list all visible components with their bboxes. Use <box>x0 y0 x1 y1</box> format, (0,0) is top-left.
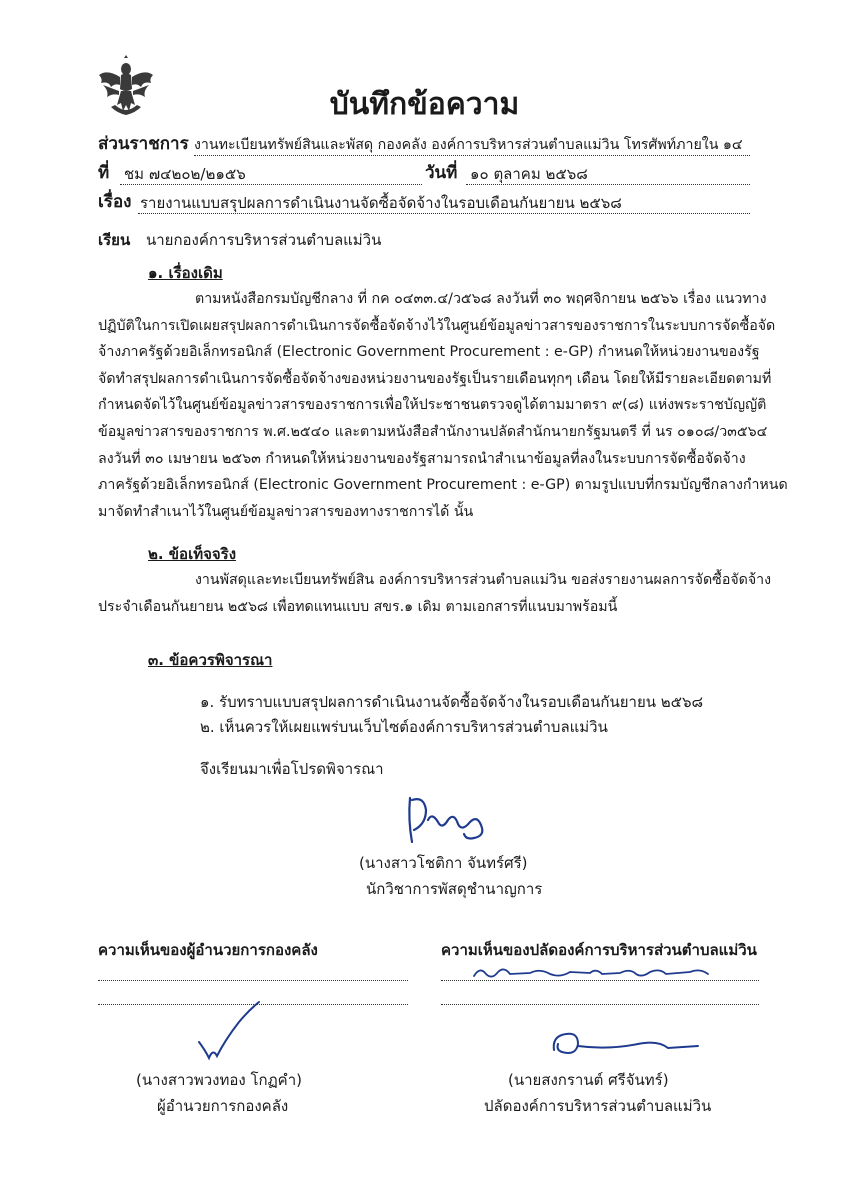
ref-dotted-line <box>120 184 422 185</box>
section2-line: งานพัสดุและทะเบียนทรัพย์สิน องค์การบริหารส่วนตำบลแม่วิน ขอส่งรายงานผลการจัดซื้อจัดจ้าง <box>195 572 772 588</box>
subject-label: เรื่อง <box>98 192 132 212</box>
agency-label: ส่วนราชการ <box>98 134 189 154</box>
right-signature <box>548 1020 708 1060</box>
section1-heading: ๑. เรื่องเดิม <box>148 264 223 282</box>
to-value: นายกองค์การบริหารส่วนตำบลแม่วิน <box>146 231 382 249</box>
section3-item: ๑. รับทราบแบบสรุปผลการดำเนินงานจัดซื้อจัดจ้างในรอบเดือนกันยายน ๒๕๖๘ <box>200 693 704 711</box>
section1-line: ข้อมูลข่าวสารของราชการ พ.ศ.๒๕๔๐ และตามหนังสือสำนักงานปลัดสำนักนายกรัฐมนตรี ที่ นร ๐๑๐๘/ว๓๕๖๔ <box>98 423 768 440</box>
left-opinion-heading: ความเห็นของผู้อำนวยการกองคลัง <box>98 941 318 959</box>
closing-text: จึงเรียนมาเพื่อโปรดพิจารณา <box>200 760 384 778</box>
ref-label: ที่ <box>98 163 110 183</box>
section1-line: จ้างภาครัฐด้วยอิเล็กทรอนิกส์ (Electronic Government Procurement : e-GP) กำหนดให้หน่วยงานของรัฐ <box>98 344 760 361</box>
right-signer-position: ปลัดองค์การบริหารส่วนตำบลแม่วิน <box>484 1097 712 1115</box>
signer-position: นักวิชาการพัสดุชำนาญการ <box>366 880 543 898</box>
section1-line: ภาครัฐด้วยอิเล็กทรอนิกส์ (Electronic Government Procurement : e-GP) ตามรูปแบบที่กรมบัญชีกลางกำหนด <box>98 477 788 494</box>
subject-dotted-line <box>138 213 750 214</box>
subject-value: รายงานแบบสรุปผลการดำเนินงานจัดซื้อจัดจ้างในรอบเดือนกันยายน ๒๕๖๘ <box>140 194 622 212</box>
ref-value: ชม ๗๔๒๐๒/๒๑๕๖ <box>124 165 246 183</box>
signer-signature <box>398 790 508 850</box>
date-label: วันที่ <box>425 163 458 183</box>
section1-line: ลงวันที่ ๓๐ เมษายน ๒๕๖๓ กำหนดให้หน่วยงานของรัฐสามารถนำสำเนาข้อมูลที่ลงในระบบการจัดซื้อจัดจ้าง <box>98 450 746 467</box>
date-value: ๑๐ ตุลาคม ๒๕๖๘ <box>470 165 588 183</box>
left-opinion-dotted-line <box>98 980 408 981</box>
section1-line: มาจัดทำสำเนาไว้ในศูนย์ข้อมูลข่าวสารของทางราชการได้ นั้น <box>98 503 474 520</box>
section1-line: ปฏิบัติในการเปิดเผยสรุปผลการดำเนินการจัดซื้อจัดจ้างไว้ในศูนย์ข้อมูลข่าวสารของราชการในระบบการจัดซื้อจัด <box>98 317 776 334</box>
section2-body <box>98 567 798 620</box>
agency-dotted-line <box>194 155 750 156</box>
section2-heading: ๒. ข้อเท็จจริง <box>148 545 237 563</box>
memo-title: บันทึกข้อความ <box>329 87 520 122</box>
right-signer-name: (นายสงกรานต์ ศรีจันทร์) <box>508 1071 669 1089</box>
agency-value: งานทะเบียนทรัพย์สินและพัสดุ กองคลัง องค์การบริหารส่วนตำบลแม่วิน โทรศัพท์ภายใน ๑๔ <box>194 137 743 153</box>
date-dotted-line <box>466 184 750 185</box>
section1-body <box>98 286 798 525</box>
section3-heading: ๓. ข้อควรพิจารณา <box>148 651 273 669</box>
right-opinion-dotted-line <box>441 1004 759 1005</box>
signer-name: (นางสาวโชติกา จันทร์ศรี) <box>359 854 528 872</box>
section1-line: กำหนดจัดไว้ในศูนย์ข้อมูลข่าวสารของราชการเพื่อให้ประชาชนตรวจดูได้ตามมาตรา ๙(๘) แห่งพระราชบัญญัติ <box>98 397 767 414</box>
left-signer-position: ผู้อำนวยการกองคลัง <box>157 1097 289 1115</box>
left-signature <box>195 1000 265 1062</box>
right-opinion-handwriting <box>470 962 720 984</box>
section1-line: ตามหนังสือกรมบัญชีกลาง ที่ กค ๐๔๓๓.๔/ว๕๖๘ ลงวันที่ ๓๐ พฤศจิกายน ๒๕๖๖ เรื่อง แนวทาง <box>195 291 767 307</box>
section2-line: ประจำเดือนกันยายน ๒๕๖๘ เพื่อทดแทนแบบ สขร.๑ เดิม ตามเอกสารที่แนบมาพร้อมนี้ <box>98 598 618 615</box>
to-label: เรียน <box>98 231 131 249</box>
right-opinion-heading: ความเห็นของปลัดองค์การบริหารส่วนตำบลแม่วิน <box>441 941 757 959</box>
section3-item: ๒. เห็นควรให้เผยแพร่บนเว็บไซต์องค์การบริหารส่วนตำบลแม่วิน <box>200 718 608 736</box>
section1-line: จัดทำสรุปผลการดำเนินการจัดซื้อจัดจ้างของหน่วยงานของรัฐเป็นรายเดือนทุกๆ เดือน โดยให้มีรายละเอียดตามที่ <box>98 370 772 387</box>
left-signer-name: (นางสาวพวงทอง โกฏคำ) <box>136 1071 302 1089</box>
